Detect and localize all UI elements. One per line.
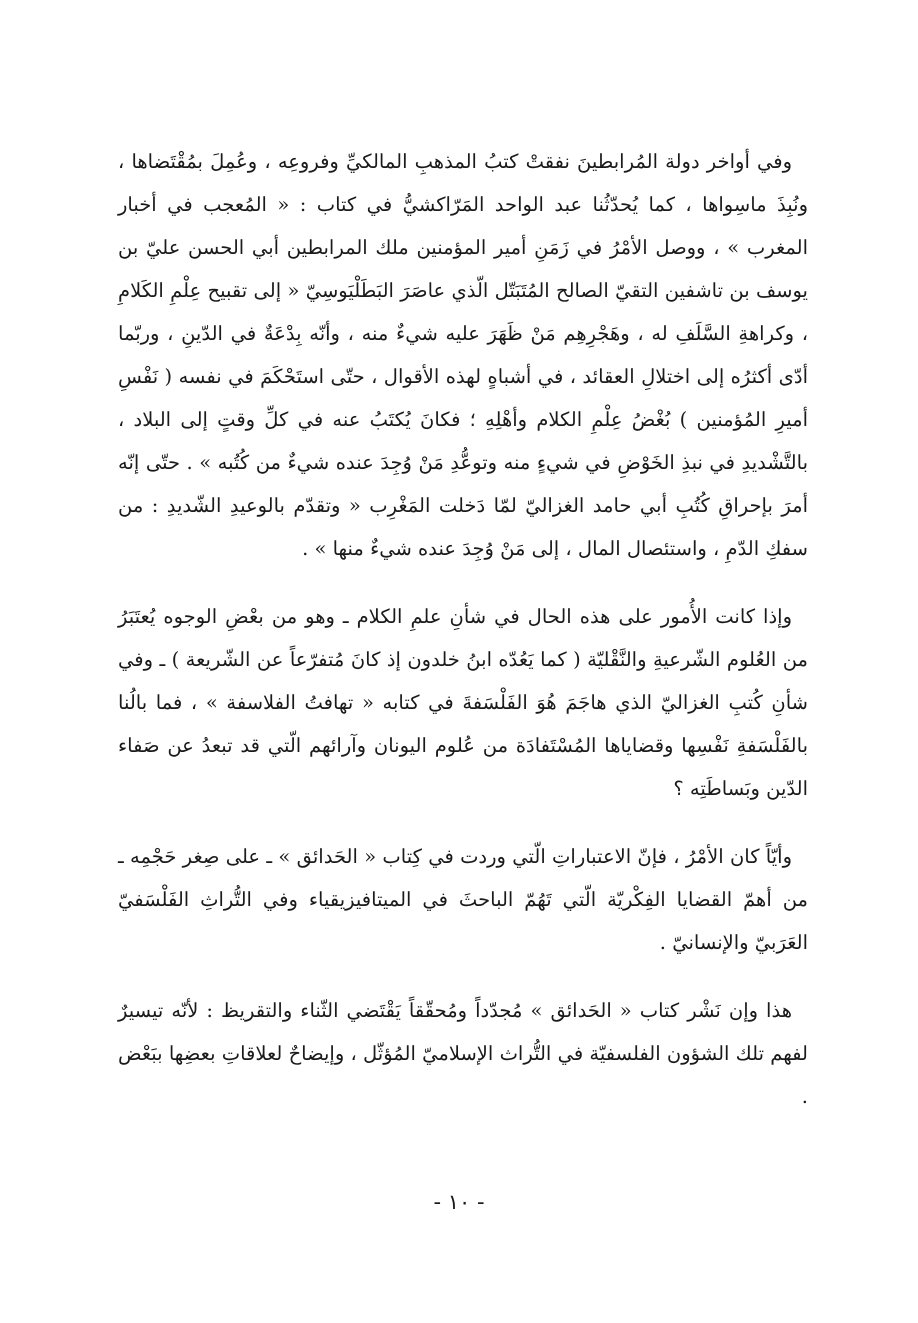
body-text [118,140,808,1143]
paragraph-text: وأيّاً كان الأمْرُ ، فإنّ الاعتباراتِ الّتي وردت في كِتاب « الحَدائق » ـ على صِغر حَجْمِه ـ من أهمّ القضايا الفِكْريّة الّتي تَهُمّ الباحثَ في الميتافيزيقياء وفي التُّراثِ الفَلْسَفيّ العَرَبيّ والإنسانيّ . [118,845,808,954]
page-number: - ١٠ - [433,1190,485,1214]
paragraph-text: هذا وإن نَشْر كتاب « الحَدائق » مُجدّداً ومُحقّقاً يَقْتَضي الثّناء والتقريظ : لأنّه تيسيرٌ لفهم تلك الشؤون الفلسفيّة في التُّراث الإسلاميّ المُؤثّل ، وإيضاحٌ لعلاقاتِ بعضِها ببَعْض . [118,999,808,1108]
paragraph-kalam [118,595,808,810]
paragraph-publication [118,989,808,1118]
paragraph-text: وإذا كانت الأُمور على هذه الحال في شأنِ علمِ الكلام ـ وهو من بعْضِ الوجوه يُعتَبَرُ من العُلوم الشّرعيةِ والنَّقْليّة ( كما يَعُدّه ابنُ خلدون إذ كانَ مُتفرّعاً عن الشّريعة ) ـ وفي شأنِ كُتبِ الغزاليّ الذي هاجَمَ هُوَ الفَلْسَفةَ في كتابه « تهافتُ الفلاسفة » ، فما بالُنا بالفَلْسَفةِ نَفْسِها وقضاياها المُسْتَفادَة من عُلوم اليونان وآرائهم الّتي قد تبعدُ عن صَفاء الدّين وبَساطَتِه ؟ [118,605,808,800]
paragraph-almoravids [118,140,808,570]
paragraph-text: وفي أواخر دولة المُرابطينَ نفقتْ كتبُ المذهبِ المالكيِّ وفروعِه ، وعُمِلَ بمُقْتَضاها ، ونُبِذَ ماسِواها ، كما يُحدّثُنا عبد الواحد المَرّاكشيُّ في كتاب : « المُعجب في أخبار المغرب » ، ووصل الأمْرُ في زَمَنِ أمير المؤمنين ملك المرابطين أبي الحسن عليّ بن يوسف بن تاشفين التقيّ الصالح المُتَبَتّل الّذي عاصَرَ البَطَلْيَوسِيّ « إلى تقبيح عِلْمِ الكَلامِ ، وكراهةِ السَّلَفِ له ، وهَجْرِهِم مَنْ ظَهَرَ عليه شيءٌ منه ، وأنّه بِدْعَةٌ في الدّينِ ، وربّما أدّى أكثرُه إلى اختلالِ العقائد ، في أشباهٍ لهذه الأقوال ، حتّى استَحْكَمَ في نفسه ( نَفْسِ أميرِ المُؤمنين ) بُغْضُ عِلْمِ الكلام وأهْلِهِ ؛ فكانَ يُكتَبُ عنه في كلِّ وقتٍ إلى البلاد ، بالتَّشْديدِ في نبذِ الخَوْضِ في شيءٍ منه وتوعُّدِ مَنْ وُجِدَ عنده شيءٌ من كُتُبه » . حتّى إنّه أمرَ بإحراقِ كُتُبِ أبي حامد الغزاليّ لمّا دَخلت المَغْرِب « وتقدّم بالوعيدِ الشّديدِ : من سفكِ الدّمِ ، واستئصال المال ، إلى مَنْ وُجِدَ عنده شيءٌ منها » . [118,150,808,560]
paragraph-hadaiq-importance [118,835,808,964]
